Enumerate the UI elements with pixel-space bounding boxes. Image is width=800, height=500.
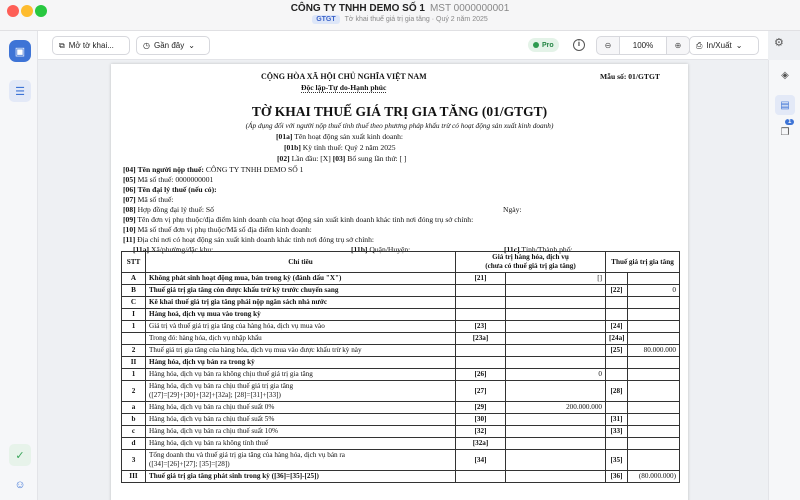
info-icon[interactable]: i (573, 39, 585, 51)
table-row (122, 321, 680, 333)
row-code-value: [27] (456, 381, 506, 402)
open-form-label: Mở tờ khai... (68, 41, 114, 50)
form-number: Mẫu số: 01/GTGT (600, 72, 660, 81)
row-value[interactable] (506, 321, 606, 333)
row-code-tax: [33] (606, 426, 628, 438)
pro-badge (528, 38, 559, 52)
layers-icon[interactable]: ◈ (781, 69, 789, 81)
row-code-tax (606, 369, 628, 381)
row-tax[interactable] (628, 426, 680, 438)
form-subtitle: Tờ khai thuế giá trị gia tăng · Quý 2 năm 2025 (344, 16, 488, 23)
column-header: Giá trị hàng hóa, dịch vụ (chưa có thuế giá trị gia tăng) (456, 252, 606, 273)
form-title: TỜ KHAI THUẾ GIÁ TRỊ GIA TĂNG (01/GTGT) (251, 104, 548, 119)
row-value[interactable] (506, 450, 606, 471)
row-code-tax (606, 273, 628, 285)
row-value[interactable]: 200.000.000 (506, 402, 606, 414)
row-value[interactable] (506, 357, 606, 369)
row-label: Thuế giá trị gia tăng phát sinh trong kỳ ([36]=[35]-[25]) (146, 471, 456, 483)
line-11: [11] Địa chỉ nơi có hoạt động sản xuất kinh doanh khác tỉnh nơi đóng trụ sở chính: (123, 235, 375, 244)
row-stt: II (122, 357, 146, 369)
row-stt: III (122, 471, 146, 483)
document-canvas (38, 60, 768, 500)
row-code-tax (606, 438, 628, 450)
open-folder-icon: ⧉ (59, 40, 65, 50)
zoom-out-button[interactable]: ⊖ (604, 41, 612, 50)
row-code-tax: [31] (606, 414, 628, 426)
row-label: Trong đó: hàng hóa, dịch vụ nhập khẩu (146, 333, 456, 345)
table-row (122, 333, 680, 345)
row-code-value (456, 357, 506, 369)
table-row (122, 426, 680, 438)
line-09: [09] Tên đơn vị phụ thuộc/địa điểm kinh doanh của hoạt động sản xuất kinh doanh khác tỉnh nơi đóng trụ sở chính: (123, 215, 474, 224)
title-bar (0, 0, 800, 31)
table-row (122, 438, 680, 450)
row-value[interactable]: 0 (506, 369, 606, 381)
column-header: STT (122, 252, 146, 273)
user-account-icon[interactable]: ☺ (14, 479, 26, 491)
document-list-icon[interactable]: ☰ (9, 80, 31, 102)
motto: Độc lập-Tự do-Hạnh phúc (301, 83, 387, 92)
row-stt: C (122, 297, 146, 309)
table-row (122, 309, 680, 321)
row-tax[interactable] (628, 450, 680, 471)
row-stt (122, 333, 146, 345)
files-icon[interactable]: ❐ (780, 126, 790, 138)
table-row (122, 381, 680, 402)
row-code-value: [23a] (456, 333, 506, 345)
row-tax[interactable] (628, 357, 680, 369)
applies-note: (Áp dụng đối với người nộp thuế tính thuế theo phương pháp khấu trừ có hoạt động sản xuất kinh doanh) (245, 121, 554, 130)
row-code-tax: [36] (606, 471, 628, 483)
form-badge: GTGT (312, 15, 339, 24)
table-row (122, 471, 680, 483)
line-11c: [11c] Tỉnh/Thành phố: (504, 245, 573, 254)
row-tax[interactable] (628, 333, 680, 345)
row-code-value: [23] (456, 321, 506, 333)
table-row (122, 285, 680, 297)
row-code-tax: [24] (606, 321, 628, 333)
row-code-value: [32a] (456, 438, 506, 450)
row-code-tax: [28] (606, 381, 628, 402)
table-row (122, 273, 680, 285)
row-label: Hàng hóa, dịch vụ bán ra không tính thuế (146, 438, 456, 450)
nation-heading: CỘNG HÒA XÃ HỘI CHỦ NGHĨA VIỆT NAM (261, 72, 427, 81)
row-tax[interactable] (628, 273, 680, 285)
shield-check-icon[interactable]: ✓ (9, 444, 31, 466)
row-label: Hàng hoá, dịch vụ mua vào trong kỳ (146, 309, 456, 321)
table-row (122, 402, 680, 414)
tax-code: MST 0000000001 (429, 3, 510, 14)
row-code-tax: [35] (606, 450, 628, 471)
row-label: Hàng hóa, dịch vụ bán ra chịu thuế suất 0% (146, 402, 456, 414)
table-row (122, 414, 680, 426)
line-07: [07] Mã số thuế: (123, 195, 174, 204)
line-10: [10] Mã số thuế đơn vị phụ thuộc/Mã số địa điểm kinh doanh: (123, 225, 312, 234)
row-code-value: [26] (456, 369, 506, 381)
row-label: Hàng hóa, dịch vụ bán ra không chịu thuế giá trị gia tăng (146, 369, 456, 381)
files-count-badge: 1 (785, 119, 794, 125)
zoom-level[interactable]: 100% (619, 37, 667, 54)
row-tax[interactable] (628, 309, 680, 321)
pro-label: Pro (542, 41, 554, 49)
printer-icon: ⎙ (696, 40, 703, 50)
row-stt: d (122, 438, 146, 450)
row-label: Hàng hóa, dịch vụ bán ra chịu thuế suất 5% (146, 414, 456, 426)
row-stt: I (122, 309, 146, 321)
row-stt: 1 (122, 369, 146, 381)
column-header: Chỉ tiêu (146, 252, 456, 273)
window-title (0, 3, 800, 14)
row-tax[interactable] (628, 369, 680, 381)
table-body (122, 273, 680, 483)
row-stt: 1 (122, 321, 146, 333)
row-code-value (456, 345, 506, 357)
line-11b: [11b] Quận/Huyện: (351, 245, 411, 254)
row-code-value: [30] (456, 414, 506, 426)
line-04: [04] Tên người nộp thuế: CÔNG TY TNHH DEMO SỐ 1 (123, 165, 304, 174)
row-code-tax: [22] (606, 285, 628, 297)
row-code-value (456, 285, 506, 297)
recent-button[interactable] (136, 36, 210, 55)
row-code-tax (606, 309, 628, 321)
row-code-value: [32] (456, 426, 506, 438)
row-value[interactable] (506, 426, 606, 438)
left-sidebar (0, 31, 38, 500)
table-row (122, 357, 680, 369)
row-tax[interactable] (628, 438, 680, 450)
chevron-down-icon: ⌄ (735, 41, 743, 50)
row-label: Tổng doanh thu và thuế giá trị gia tăng của hàng hóa, dịch vụ bán ra ([34]=[26]+[27]; [35]=[28]) (146, 450, 456, 471)
declaration-table (121, 251, 680, 483)
line-06: [06] Tên đại lý thuế (nếu có): (123, 185, 217, 194)
line-08: [08] Hợp đồng đại lý thuế: Số (123, 205, 214, 214)
table-row (122, 450, 680, 471)
open-form-button[interactable] (52, 36, 130, 55)
line-05: [05] Mã số thuế: 0000000001 (123, 175, 214, 184)
row-stt: a (122, 402, 146, 414)
table-row (122, 369, 680, 381)
row-value[interactable] (506, 297, 606, 309)
row-tax[interactable] (628, 297, 680, 309)
row-code-tax (606, 357, 628, 369)
row-code-tax (606, 402, 628, 414)
header-row (122, 252, 680, 273)
column-header: Thuế giá trị gia tăng (606, 252, 680, 273)
row-tax[interactable] (628, 381, 680, 402)
row-tax[interactable]: 80.000.000 (628, 345, 680, 357)
row-label: Thuế giá trị gia tăng còn được khấu trừ kỳ trước chuyển sang (146, 285, 456, 297)
row-label: Thuế giá trị gia tăng của hàng hóa, dịch vụ mua vào được khấu trừ kỳ này (146, 345, 456, 357)
row-value[interactable] (506, 309, 606, 321)
row-stt: 2 (122, 345, 146, 357)
recent-label: Gần đây (153, 41, 185, 50)
row-code-value (456, 309, 506, 321)
form-page (111, 64, 688, 500)
right-sidebar (768, 60, 800, 500)
line-02-03: [02] Lần đầu: [X] [03] Bổ sung lần thứ: [ ] (277, 154, 407, 163)
zoom-in-button[interactable]: ⊕ (674, 41, 682, 50)
row-value[interactable] (506, 345, 606, 357)
toolbar (38, 31, 768, 60)
window-subtitle (0, 16, 800, 23)
row-stt: 2 (122, 381, 146, 402)
row-label: Hàng hóa, dịch vụ bán ra chịu thuế giá trị gia tăng ([27]=[29]+[30]+[32]+[32a]; [28]=[31]+[33]) (146, 381, 456, 402)
table-header (122, 252, 680, 273)
file-icon[interactable]: ▤ (775, 95, 795, 115)
row-code-value: [29] (456, 402, 506, 414)
taxpayer-name: CÔNG TY TNHH DEMO SỐ 1 (205, 165, 304, 174)
row-code-value (456, 471, 506, 483)
row-code-tax: [25] (606, 345, 628, 357)
row-value[interactable] (506, 333, 606, 345)
line-01a: [01a] Tên hoạt động sản xuất kinh doanh: (276, 132, 404, 141)
row-label: Hàng hóa, dịch vụ bán ra trong kỳ (146, 357, 456, 369)
row-value[interactable] (506, 285, 606, 297)
row-tax[interactable]: 0 (628, 285, 680, 297)
row-code-tax (606, 297, 628, 309)
line-08-date: Ngày: (503, 205, 522, 214)
table-row (122, 345, 680, 357)
print-export-button[interactable] (689, 36, 759, 55)
line-11a: [11a] Xã/phường/đặc khu: (133, 245, 214, 254)
row-tax[interactable] (628, 402, 680, 414)
row-tax[interactable]: (80.000.000) (628, 471, 680, 483)
row-code-tax: [24a] (606, 333, 628, 345)
line-01b: [01b] Kỳ tính thuế: Quý 2 năm 2025 (284, 143, 396, 152)
row-value[interactable]: [] (506, 273, 606, 285)
row-value[interactable] (506, 381, 606, 402)
row-stt: c (122, 426, 146, 438)
row-stt: A (122, 273, 146, 285)
row-code-value: [34] (456, 450, 506, 471)
row-tax[interactable] (628, 414, 680, 426)
clock-icon: ◷ (143, 41, 150, 50)
table-row (122, 297, 680, 309)
row-label: Giá trị và thuế giá trị gia tăng của hàng hóa, dịch vụ mua vào (146, 321, 456, 333)
row-value[interactable] (506, 438, 606, 450)
row-stt: B (122, 285, 146, 297)
row-label: Kê khai thuế giá trị gia tăng phải nộp ngân sách nhà nước (146, 297, 456, 309)
company-name: CÔNG TY TNHH DEMO SỐ 1 (290, 3, 425, 14)
chevron-down-icon: ⌄ (188, 41, 195, 50)
status-dot-icon (533, 42, 539, 48)
row-label: Không phát sinh hoạt động mua, bán trong kỳ (đánh dấu "X") (146, 273, 456, 285)
row-value[interactable] (506, 471, 606, 483)
row-tax[interactable] (628, 321, 680, 333)
row-label: Hàng hóa, dịch vụ bán ra chịu thuế suất 10% (146, 426, 456, 438)
row-code-value: [21] (456, 273, 506, 285)
row-code-value (456, 297, 506, 309)
print-export-label: In/Xuất (706, 41, 732, 50)
gear-icon[interactable]: ⚙ (774, 37, 784, 49)
row-stt: 3 (122, 450, 146, 471)
row-value[interactable] (506, 414, 606, 426)
app-logo-icon[interactable]: ▣ (9, 40, 31, 62)
row-stt: b (122, 414, 146, 426)
zoom-control (596, 36, 690, 55)
